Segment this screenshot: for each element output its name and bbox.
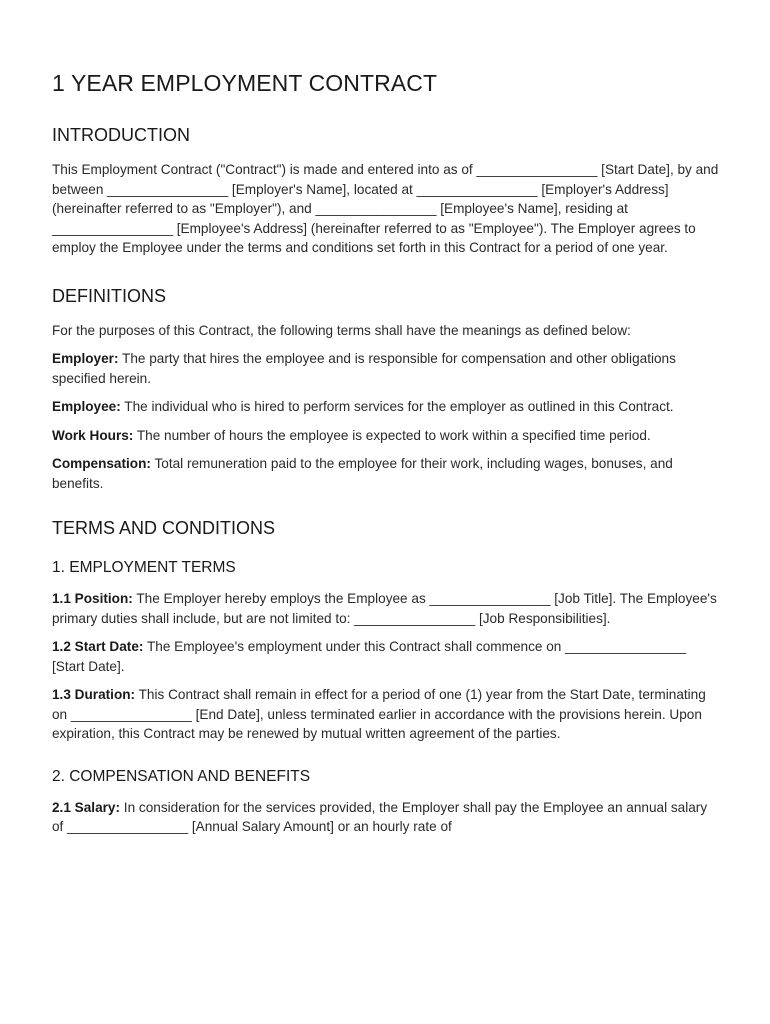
definitions-intro: For the purposes of this Contract, the following terms shall have the meanings as defined below: [52, 322, 631, 338]
definition-term: Compensation: [52, 456, 151, 471]
definition-text: Total remuneration paid to the employee for their work, including wages, bonuses, and benefits. [52, 456, 673, 491]
introduction-heading: INTRODUCTION [52, 125, 190, 145]
definition-text: The party that hires the employee and is responsible for compensation and other obligations specified herein. [52, 351, 676, 386]
definition-employer [52, 349, 720, 388]
clause-label: 1.2 Start Date: [52, 639, 144, 654]
definition-text: The number of hours the employee is expected to work within a specified time period. [133, 427, 651, 443]
definition-text: The individual who is hired to perform services for the employer as outlined in this Contract. [120, 399, 674, 414]
definition-term: Employee: [52, 399, 121, 414]
definitions-heading: DEFINITIONS [52, 285, 167, 306]
terms-heading: TERMS AND CONDITIONS [52, 518, 276, 538]
definition-compensation [52, 454, 720, 493]
employment-terms-heading: 1. EMPLOYMENT TERMS [52, 559, 236, 576]
definition-work-hours [52, 426, 720, 446]
clause-label: 1.1 Position: [52, 591, 133, 606]
clause-label: 2.1 Salary: [52, 799, 121, 815]
clause-text: In consideration for the services provided, the Employer shall pay the Employee an annual salary of ________________ [Annual Salary Amount] or an hourly rate of [52, 799, 708, 834]
clause-2-1 [52, 798, 720, 837]
introduction-text: This Employment Contract ("Contract") is made and entered into as of ________________ [Start Date], by and between ________________ [Employer's Name], located at ________________ [Employer's Address] (hereinafter referred to as "Employer"), and ________________ [Employee's Name], residing at ________________ [Employee's Address] (hereinafter referred to as "Employee"). The Employer agrees to employ the Employee under the terms and conditions set forth in this Contract for a period of one year. [52, 162, 719, 255]
introduction-section [52, 125, 720, 258]
clause-1-2 [52, 637, 720, 676]
definition-employee [52, 397, 720, 417]
clause-text: The Employee's employment under this Contract shall commence on ________________ [Start Date]. [52, 639, 687, 674]
compensation-benefits-heading: 2. COMPENSATION AND BENEFITS [52, 767, 311, 785]
definition-term: Employer: [52, 351, 119, 366]
clause-text: This Contract shall remain in effect for a period of one (1) year from the Start Date, terminating on ________________ [End Date], unless terminated earlier in accordance with the provisions herein. Upon expiration, this Contract may be renewed by mutual written agreement of the parties. [52, 687, 706, 741]
clause-1-3 [52, 685, 720, 744]
definitions-section [52, 286, 720, 494]
clause-label: 1.3 Duration: [52, 687, 136, 702]
clause-1-1 [52, 589, 720, 628]
clause-text: The Employer hereby employs the Employee as ________________ [Job Title]. The Employee's primary duties shall include, but are not limited to: ________________ [Job Responsibilities]. [52, 591, 717, 626]
document-title: 1 YEAR EMPLOYMENT CONTRACT [52, 70, 438, 96]
definition-term: Work Hours: [52, 427, 134, 443]
terms-section [52, 518, 720, 837]
